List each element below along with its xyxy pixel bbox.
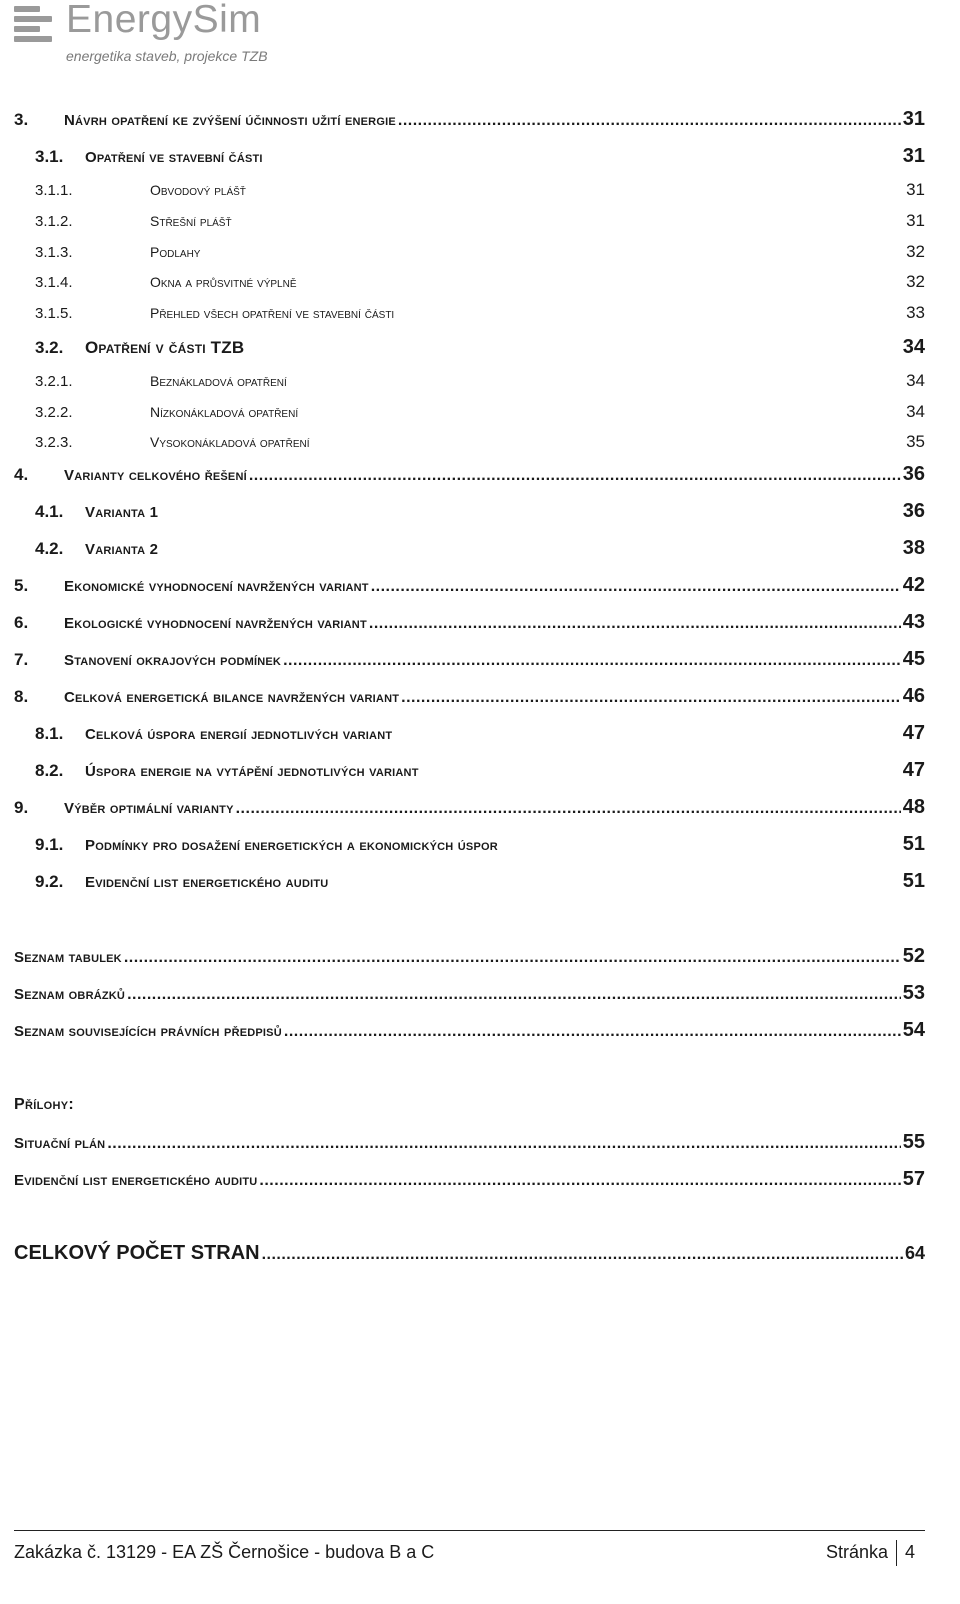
toc-entry-page: 33 [906, 303, 925, 322]
toc-entry-6[interactable] [14, 611, 925, 634]
toc-entry-3-2[interactable] [35, 336, 925, 359]
toc-entry-number: 8.2. [35, 761, 64, 780]
toc-entry-page: 32 [906, 242, 925, 261]
footer-separator [896, 1540, 897, 1566]
toc-entry-9[interactable] [14, 796, 925, 819]
toc-entry-title: Evidenční list energetického auditu [85, 874, 329, 891]
toc-entry-3-2-1[interactable] [35, 371, 925, 391]
toc-entry-number: 9.1. [35, 835, 64, 854]
toc-entry-8[interactable] [14, 685, 925, 708]
toc-entry-7[interactable] [14, 648, 925, 671]
toc-entry-9-2[interactable] [35, 870, 925, 893]
toc-entry-number: 3.2. [35, 338, 64, 357]
toc-entry-3-2-3[interactable] [35, 432, 925, 452]
toc-entry-number: 3.1.5. [35, 305, 73, 322]
toc-entry-title: Stanovení okrajových podmínek [64, 652, 282, 669]
logo-tagline: energetika staveb, projekce TZB [66, 48, 268, 64]
toc-entry-title: Vysokonákladová opatření [150, 434, 310, 450]
toc-entry-number: 7. [14, 650, 29, 669]
toc-entry-title: Varianta 1 [85, 504, 159, 521]
toc-entry-number: 9. [14, 798, 29, 817]
toc-entry-list-tables[interactable] [14, 945, 925, 968]
toc-entry-site-plan[interactable] [14, 1131, 925, 1154]
toc-entry-number: 4.1. [35, 502, 64, 521]
toc-entry-list-figures[interactable] [14, 982, 925, 1005]
toc-entry-number: 3.2.3. [35, 434, 73, 451]
toc-entry-4-2[interactable] [35, 537, 925, 560]
toc-leader-dots [249, 467, 901, 485]
toc-entry-total-pages[interactable] [14, 1242, 925, 1265]
toc-entry-page: 57 [902, 1168, 925, 1190]
toc-entry-8-1[interactable] [35, 722, 925, 745]
toc-entry-4[interactable] [14, 463, 925, 486]
toc-leader-dots [107, 1135, 900, 1153]
toc-entry-8-2[interactable] [35, 759, 925, 782]
toc-entry-3-2-2[interactable] [35, 402, 925, 422]
toc-entry-title: CELKOVÝ POČET STRAN [14, 1242, 260, 1264]
footer-project: Zakázka č. 13129 - EA ZŠ Černošice - budova B a C [14, 1542, 435, 1562]
toc-leader-dots [284, 1023, 901, 1041]
toc-entry-page: 52 [902, 945, 925, 967]
footer-page-info [826, 1542, 915, 1568]
toc-entry-title: Seznam tabulek [14, 949, 122, 966]
toc-leader-dots [124, 949, 901, 967]
toc-leader-dots [236, 800, 901, 818]
toc-entry-3[interactable] [14, 108, 925, 131]
toc-entry-page: 31 [906, 211, 925, 230]
toc-entry-page: 51 [902, 833, 925, 855]
toc-entry-page: 47 [902, 759, 925, 781]
toc-entry-number: 8.1. [35, 724, 64, 743]
toc-entry-number: 3.1.3. [35, 244, 73, 261]
toc-entry-9-1[interactable] [35, 833, 925, 856]
toc-entry-title: Varianty celkového řešení [64, 467, 247, 484]
toc-entry-5[interactable] [14, 574, 925, 597]
toc-leader-dots [259, 1172, 900, 1190]
toc-entry-number: 4.2. [35, 539, 64, 558]
toc-entry-title: Celková úspora energií jednotlivých variant [85, 726, 393, 743]
toc-entry-number: 6. [14, 613, 29, 632]
toc-entry-title: Výběr optimální varianty [64, 800, 234, 817]
toc-entry-4-1[interactable] [35, 500, 925, 523]
toc-entry-title: Přehled všech opatření ve stavební části [150, 305, 395, 321]
toc-entry-title: Střešní plášť [150, 213, 232, 229]
toc-entry-page: 47 [902, 722, 925, 744]
toc-entry-page: 51 [902, 870, 925, 892]
toc-leader-dots [283, 652, 901, 670]
toc-leader-dots [371, 578, 901, 596]
toc-entry-audit-record[interactable] [14, 1168, 925, 1191]
logo-name: EnergySim [66, 0, 262, 41]
toc-entry-3-1-3[interactable] [35, 242, 925, 262]
toc-entry-title: Ekonomické vyhodnocení navržených variant [64, 578, 369, 595]
footer-divider [14, 1530, 925, 1531]
toc-entry-list-regulations[interactable] [14, 1019, 925, 1042]
toc-entry-number: 3.2.1. [35, 373, 73, 390]
toc-entry-title: Úspora energie na vytápění jednotlivých variant [85, 763, 419, 780]
toc-entry-title: Seznam obrázků [14, 986, 126, 1003]
toc-entry-page: 42 [902, 574, 925, 596]
toc-entry-number: 8. [14, 687, 29, 706]
footer-page-label: Stránka [826, 1542, 889, 1562]
toc-entry-title: Opatření ve stavební části [85, 149, 263, 166]
toc-entry-title: Ekologické vyhodnocení navržených variant [64, 615, 367, 632]
toc-entry-title: Situační plán [14, 1135, 106, 1152]
toc-entry-page: 36 [902, 500, 925, 522]
toc-entry-page: 53 [902, 982, 925, 1004]
toc-entry-page: 36 [902, 463, 925, 485]
toc-entry-page: 31 [906, 180, 925, 199]
toc-entry-3-1[interactable] [35, 145, 925, 168]
toc-entry-page: 34 [906, 402, 925, 421]
toc-entry-number: 9.2. [35, 872, 64, 891]
toc-entry-page: 31 [902, 108, 925, 130]
toc-entry-number: 5. [14, 576, 29, 595]
toc-leader-dots [127, 986, 901, 1004]
toc-entry-3-1-4[interactable] [35, 272, 925, 292]
toc-entry-page: 48 [902, 796, 925, 818]
toc-entry-title: Obvodový plášť [150, 182, 246, 198]
toc-entry-title: Podlahy [150, 244, 201, 260]
toc-entry-page: 32 [906, 272, 925, 291]
toc-entry-number: 3. [14, 110, 29, 129]
toc-entry-title: Celková energetická bilance navržených variant [64, 689, 400, 706]
toc-entry-title: Návrh opatření ke zvýšení účinnosti užití energie [64, 112, 396, 129]
toc-entry-page: 46 [902, 685, 925, 707]
footer-page-number: 4 [905, 1542, 916, 1562]
toc-entry-page: 31 [902, 145, 925, 167]
toc-entry-page: 38 [902, 537, 925, 559]
toc-entry-3-1-5[interactable] [35, 303, 925, 323]
toc-entry-page: 55 [902, 1131, 925, 1153]
toc-entry-number: 3.1. [35, 147, 64, 166]
toc-entry-title: Beznákladová opatření [150, 373, 287, 389]
toc-entry-title: Seznam souvisejících právních předpisů [14, 1023, 282, 1040]
toc-entry-number: 4. [14, 465, 29, 484]
toc-leader-dots [262, 1246, 903, 1264]
toc-leader-dots [369, 615, 901, 633]
toc-entry-title: Nízkonákladová opatření [150, 404, 299, 420]
toc-entry-page: 45 [902, 648, 925, 670]
toc-entry-page: 35 [906, 432, 925, 451]
toc-entry-title: Podmínky pro dosažení energetických a ekonomických úspor [85, 837, 498, 854]
toc-entry-page: 54 [902, 1019, 925, 1041]
toc-entry-title: Varianta 2 [85, 541, 159, 558]
toc-entry-title: Evidenční list energetického auditu [14, 1172, 258, 1189]
toc-entry-number: 3.1.4. [35, 274, 73, 291]
toc-entry-page: 43 [902, 611, 925, 633]
toc-entry-3-1-2[interactable] [35, 211, 925, 231]
toc-entry-title: Okna a průsvitné výplně [150, 274, 297, 290]
toc-entry-title: Opatření v části TZB [85, 338, 245, 357]
toc-leader-dots [401, 689, 901, 707]
toc-entry-page: 64 [904, 1243, 925, 1263]
toc-entry-number: 3.1.1. [35, 182, 73, 199]
toc-entry-3-1-1[interactable] [35, 180, 925, 200]
toc-entry-number: 3.2.2. [35, 404, 73, 421]
toc-leader-dots [398, 112, 901, 130]
toc-entry-page: 34 [902, 336, 925, 358]
attachments-heading: Přílohy: [14, 1096, 74, 1113]
toc-entry-number: 3.1.2. [35, 213, 73, 230]
toc-entry-page: 34 [906, 371, 925, 390]
